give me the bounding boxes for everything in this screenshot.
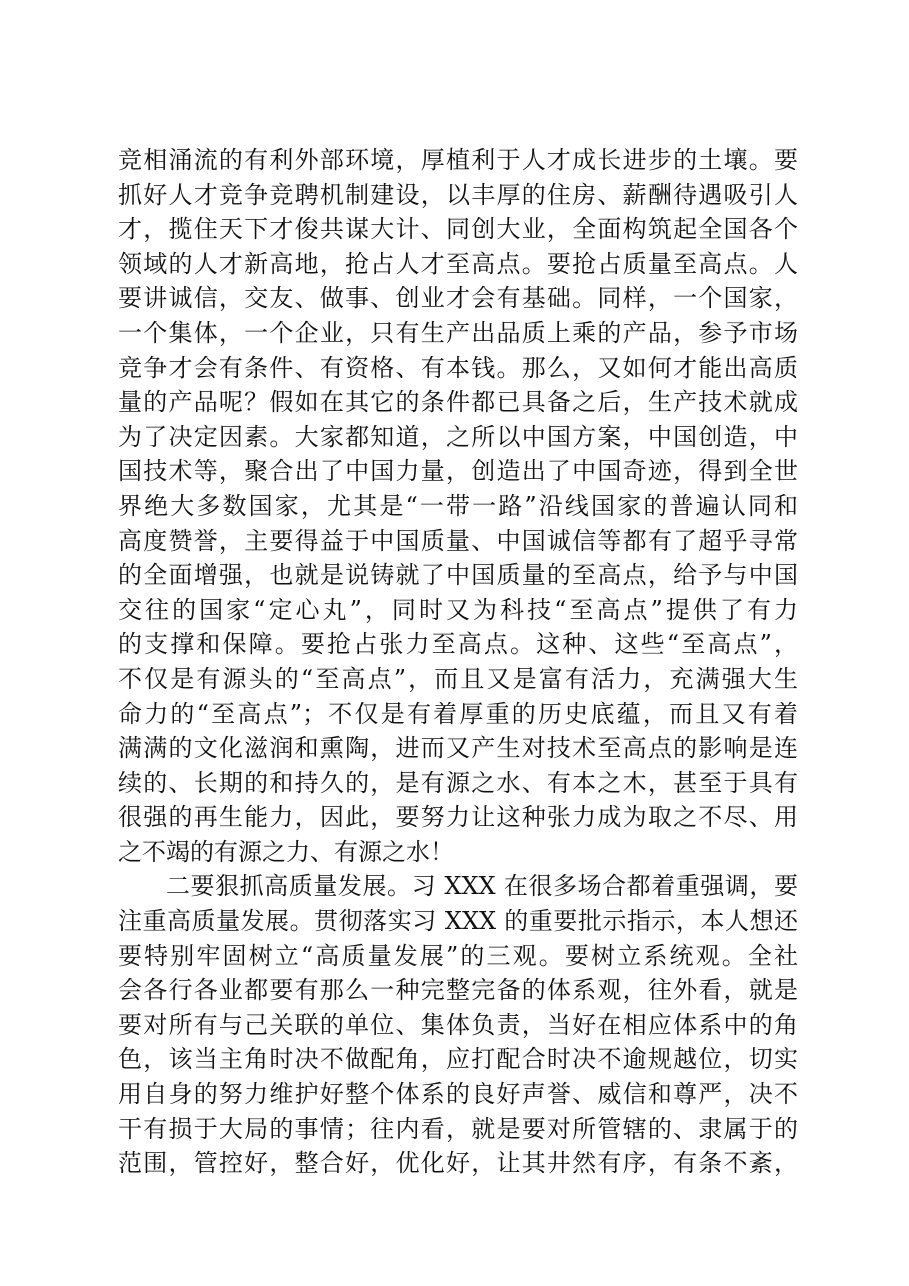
text-line: 范围，管控好，整合好，优化好，让其井然有序，有条不紊， — [118, 1149, 798, 1178]
text-line: 要对所有与己关联的单位、集体负责，当好在相应体系中的角 — [118, 1010, 798, 1039]
text-line: 很强的再生能力，因此，要努力让这种张力成为取之不尽、用 — [118, 803, 798, 832]
text-line: 抓好人才竞争竞聘机制建设，以丰厚的住房、薪酬待遇吸引人 — [118, 180, 798, 209]
text-line: 竞相涌流的有利外部环境，厚植利于人才成长进步的土壤。要 — [118, 146, 798, 174]
text-line: 才，揽住天下才俊共谋大计、同创大业，全面构筑起全国各个 — [118, 215, 798, 244]
text-line: 用自身的努力维护好整个体系的良好声誉、威信和尊严，决不 — [118, 1080, 798, 1109]
text-line: 色，该当主角时决不做配角，应打配合时决不逾规越位，切实 — [118, 1045, 798, 1074]
text-line: 的支撑和保障。要抢占张力至高点。这种、这些“至高点”， — [118, 630, 798, 659]
text-line: 续的、长期的和持久的，是有源之水、有本之木，甚至于具有 — [118, 768, 798, 797]
text-line: 命力的“至高点”；不仅是有着厚重的历史底蕴，而且又有着 — [118, 699, 798, 728]
text-line: 满满的文化滋润和熏陶，进而又产生对技术至高点的影响是连 — [118, 734, 798, 763]
text-line: 注重高质量发展。贯彻落实习 XXX 的重要批示指示，本人想还 — [118, 907, 798, 936]
text-line: 竞争才会有条件、有资格、有本钱。那么，又如何才能出高质 — [118, 353, 798, 382]
paragraph-start-line: 二要狠抓高质量发展。习 XXX 在很多场合都着重强调，要 — [166, 872, 798, 901]
body-text — [118, 143, 798, 1181]
text-line: 不仅是有源头的“至高点”，而且又是富有活力，充满强大生 — [118, 664, 798, 693]
text-line: 的全面增强，也就是说铸就了中国质量的至高点，给予与中国 — [118, 561, 798, 590]
text-line: 为了决定因素。大家都知道，之所以中国方案，中国创造，中 — [118, 422, 798, 451]
text-line: 界绝大多数国家，尤其是“一带一路”沿线国家的普遍认同和 — [118, 491, 798, 520]
text-line: 要讲诚信，交友、做事、创业才会有基础。同样，一个国家， — [118, 284, 798, 313]
text-line: 量的产品呢？假如在其它的条件都已具备之后，生产技术就成 — [118, 388, 798, 417]
text-line: 一个集体，一个企业，只有生产出品质上乘的产品，参予市场 — [118, 318, 798, 347]
paragraph-end-line: 之不竭的有源之力、有源之水！ — [118, 837, 454, 866]
text-line: 国技术等，聚合出了中国力量，创造出了中国奇迹，得到全世 — [118, 457, 798, 486]
text-line: 要特别牢固树立“高质量发展”的三观。要树立系统观。全社 — [118, 941, 798, 970]
text-line: 领域的人才新高地，抢占人才至高点。要抢占质量至高点。人 — [118, 249, 798, 278]
text-line: 高度赞誉，主要得益于中国质量、中国诚信等都有了超乎寻常 — [118, 526, 798, 555]
text-line: 交往的国家“定心丸”，同时又为科技“至高点”提供了有力 — [118, 595, 798, 624]
text-line: 会各行各业都要有那么一种完整完备的体系观，往外看，就是 — [118, 976, 798, 1005]
text-line: 干有损于大局的事情；往内看，就是要对所管辖的、隶属于的 — [118, 1114, 798, 1143]
